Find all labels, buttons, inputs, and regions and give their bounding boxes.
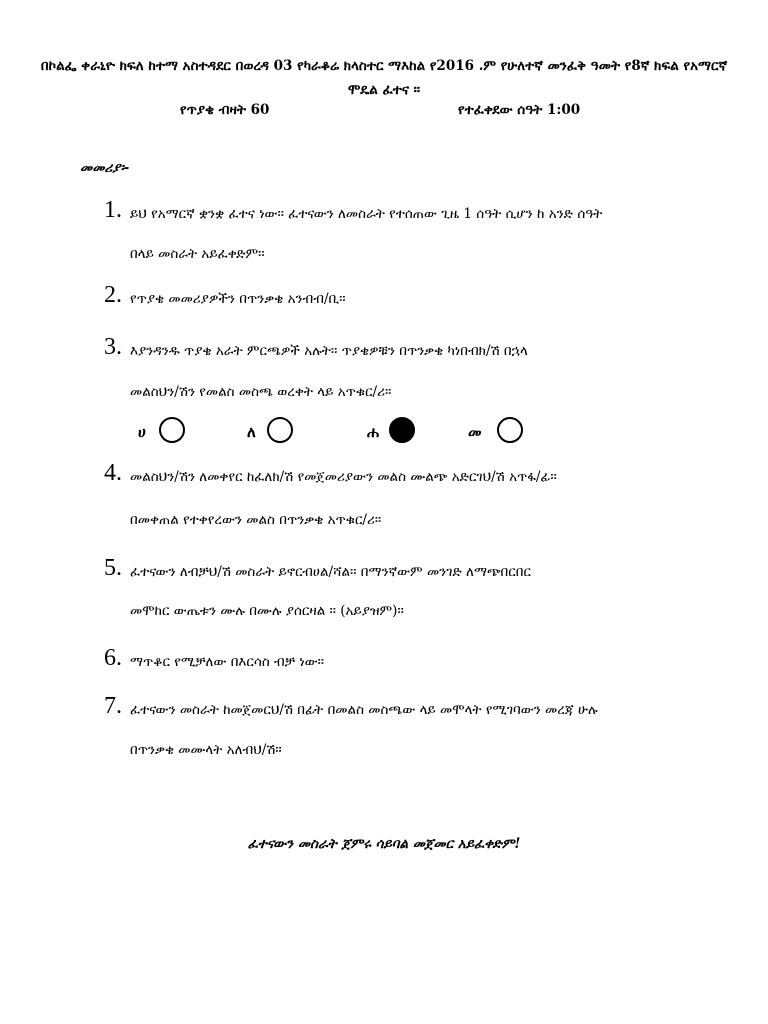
instruction-text: የጥያቄ መመሪያዎችን በጥንቃቄ አንብብ/ቢ፡፡ (130, 291, 346, 307)
instruction-number: 7. (104, 693, 122, 719)
question-count: የጥያቄ ብዛት 60 (180, 102, 270, 118)
start-warning: ፈተናውን መስራት ጀምሩ ሳይባል መጀመር አይፈቀድም! (247, 836, 521, 852)
exam-title: በኮልፌ ቀራኒዮ ክፍለ ከተማ አስተዳደር በወረዳ 03 የካራቆሬ ክላስተር ማእከል የ2016 .ም የሁለተኛ መንፈቅ ዓመት የ8ኛ ክፍል የአማርኛ ሞዴል ፈተና ፡፡ (40, 58, 728, 98)
empty-circle-icon (267, 417, 293, 443)
example-answer-bubbles (0, 416, 768, 450)
instruction-text-continued: በላይ መስራት አይፈቀድም፡፡ (130, 246, 265, 262)
instructions-heading: መመሪያ፡- (80, 160, 130, 176)
instruction-text-continued: በጥንቃቄ መሙላት አለብህ/ሽ። (130, 742, 282, 758)
instruction-text: ማጥቆር የሚቻለው በእርሳስ ብቻ ነው፡፡ (130, 654, 325, 670)
choice-letter: ሐ (367, 423, 380, 441)
time-allowed: የተፈቀደው ሰዓት 1:00 (458, 102, 581, 118)
instruction-text-continued: በመቀጠል የተቀየረውን መልስ በጥንቃቄ አጥቁር/ሪ፡፡ (130, 512, 382, 528)
instruction-number: 4. (104, 460, 122, 486)
instruction-text: ፈተናውን ለብቻህ/ሽ መስራት ይኖርብሀል/ሻል፡፡ በማንኛውም መንገድ ለማጭበርበር (130, 564, 531, 580)
instruction-text-continued: መሞከር ውጤቱን ሙሉ በሙሉ ያሰርዛል ፡፡ (አይያዝም)፡፡ (130, 603, 404, 619)
instruction-number: 6. (104, 645, 122, 671)
filled-circle-icon (389, 417, 415, 443)
instruction-text: መልስህን/ሽን ለመቀየር ከፈለክ/ሽ የመጀመሪያውን መልስ ሙልጭ አድርገህ/ሽ አጥፋ/ፊ፡፡ (130, 469, 557, 485)
instruction-text: ፈተናውን መስራት ከመጀመርህ/ሽ በፊት በመልስ መስጫው ላይ መሞላት የሚገባውን መረጃ ሁሉ (130, 702, 598, 718)
choice-letter: ለ (247, 423, 256, 441)
instruction-text-continued: መልስህን/ሽን የመልስ መስጫ ወረቀት ላይ አጥቁር/ሪ፡፡ (130, 384, 392, 400)
instruction-text: ይህ የአማርኛ ቋንቋ ፈተና ነው፡፡ ፈተናውን ለመስራት የተሰጠው ጊዜ 1 ሰዓት ሲሆን ከ አንድ ሰዓት (130, 206, 603, 222)
instruction-number: 3. (104, 334, 122, 360)
choice-letter: መ (468, 423, 482, 441)
empty-circle-icon (159, 417, 185, 443)
choice-letter: ሀ (138, 423, 146, 441)
exam-meta (0, 102, 768, 124)
empty-circle-icon (497, 417, 523, 443)
instruction-number: 2. (104, 282, 122, 308)
instruction-text: እያንዳንዱ ጥያቄ አራት ምርጫዎች አሉት፡፡ ጥያቄዎቹን በጥንቃቄ ካነበብክ/ሽ በኋላ (130, 343, 528, 359)
instruction-number: 5. (104, 555, 122, 581)
instruction-number: 1. (104, 197, 122, 223)
